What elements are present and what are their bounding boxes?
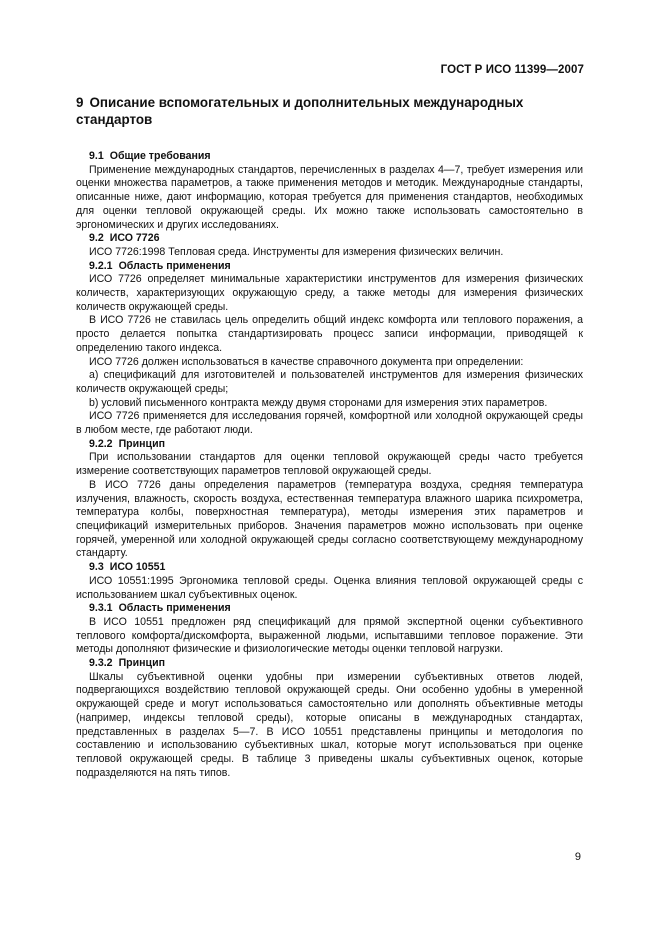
paragraph: ИСО 10551:1995 Эргономика тепловой среды. Оценка влияния тепловой окружающей среды с использованием шкал субъективных оценок. bbox=[76, 574, 583, 601]
section-title-line1: Описание вспомогательных и дополнительных международных bbox=[89, 95, 524, 110]
paragraph: ИСО 7726 определяет минимальные характеристики инструментов для измерения физических количеств, характеризующих окружающую среду, а также методы для измерения физических количеств окружающей среды. bbox=[76, 273, 583, 313]
section-number: 9 bbox=[76, 95, 84, 110]
heading-number: 9.3.2 bbox=[89, 657, 113, 670]
heading-9-2-2 bbox=[76, 438, 583, 452]
heading-9-2-1 bbox=[76, 260, 583, 274]
paragraph: В ИСО 10551 предложен ряд спецификаций для прямой экспертной оценки субъективного теплового комфорта/дискомфорта, выраженной людьми, испытавшими тепловое поражение. Эти методы дополняют физические и физиологические методы оценки тепловой нагрузки. bbox=[76, 615, 583, 656]
heading-9-3-1 bbox=[76, 602, 583, 616]
heading-9-3-2 bbox=[76, 657, 583, 671]
list-item: b) условий письменного контракта между двумя сторонами для измерения этих параметров. bbox=[89, 396, 548, 409]
paragraph: ИСО 7726:1998 Тепловая среда. Инструменты для измерения физических величин. bbox=[89, 245, 504, 258]
heading-text: Принцип bbox=[118, 437, 165, 450]
heading-text: ИСО 10551 bbox=[109, 561, 166, 574]
page-content bbox=[76, 94, 583, 780]
heading-text: Общие требования bbox=[109, 150, 211, 162]
paragraph: ИСО 7726 должен использоваться в качестве справочного документа при определении: bbox=[89, 355, 524, 368]
paragraph: При использовании стандартов для оценки тепловой окружающей среды часто требуется измерение соответствующих параметров тепловой окружающей среды. bbox=[76, 451, 583, 478]
heading-text: Область применения bbox=[118, 602, 231, 615]
heading-9-2 bbox=[76, 232, 583, 246]
heading-number: 9.1 bbox=[89, 150, 104, 162]
paragraph: В ИСО 7726 даны определения параметров (температура воздуха, средняя температура излучения, влажность, скорость воздуха, естественная температура влажного шарика психрометра, температура колбы, поверхностная температура), методы измерения этих параметров и спецификаций измерительных приборов. Значения параметров можно использовать при оценке горячей, умеренной или холодной окружающей среды согласно соответствующему международному стандарту. bbox=[76, 478, 583, 560]
paragraph: В ИСО 7726 не ставилась цель определить общий индекс комфорта или теплового поражения, а просто делается попытка стандартизировать процесс записи информации, приводящей к определению такого индекса. bbox=[76, 314, 583, 354]
heading-number: 9.2.2 bbox=[89, 437, 113, 450]
section-title bbox=[76, 94, 583, 128]
section-title-line2: стандартов bbox=[76, 112, 153, 127]
heading-number: 9.2 bbox=[89, 232, 104, 245]
paragraph: ИСО 7726 применяется для исследования горячей, комфортной или холодной окружающей среды в любом месте, где работают люди. bbox=[76, 410, 583, 437]
heading-9-1 bbox=[76, 150, 583, 164]
heading-text: Область применения bbox=[118, 259, 231, 272]
page-number: 9 bbox=[574, 851, 581, 863]
list-item: а) спецификаций для изготовителей и пользователей инструментов для измерения физических количеств окружающей среды; bbox=[76, 369, 583, 395]
heading-text: Принцип bbox=[118, 657, 165, 670]
heading-number: 9.2.1 bbox=[89, 259, 113, 272]
heading-number: 9.3 bbox=[89, 561, 104, 574]
document-header: ГОСТ Р ИСО 11399—2007 bbox=[440, 64, 584, 76]
heading-text: ИСО 7726 bbox=[109, 232, 160, 245]
paragraph: Шкалы субъективной оценки удобны при измерении субъективных ответов людей, подвергающихся воздействию тепловой окружающей среды. Они особенно удобны в умеренной окружающей среде и могут использоваться самостоятельно или дополнять объективные методы (например, индексы тепловой среды), которые описаны в международных стандартах, представленных в разделах 5—7. В ИСО 10551 представлены принципы и методология по составлению и использованию субъективных шкал, которые могут использоваться при оценке тепловой окружающей среды. В таблице 3 приведены шкалы субъективных оценок, которые подразделяются на пять типов. bbox=[76, 670, 583, 779]
heading-number: 9.3.1 bbox=[89, 602, 113, 615]
paragraph: Применение международных стандартов, перечисленных в разделах 4—7, требует измерения или оценки множества параметров, а также применения методов и методик. Международные стандарты, описанные ниже, дают информацию, которая требуется для применения стандартов, необходимых для оценки тепловой окружающей среды. Их можно также использовать самостоятельно в эргономических и других исследованиях. bbox=[76, 163, 583, 231]
heading-9-3 bbox=[76, 561, 583, 575]
